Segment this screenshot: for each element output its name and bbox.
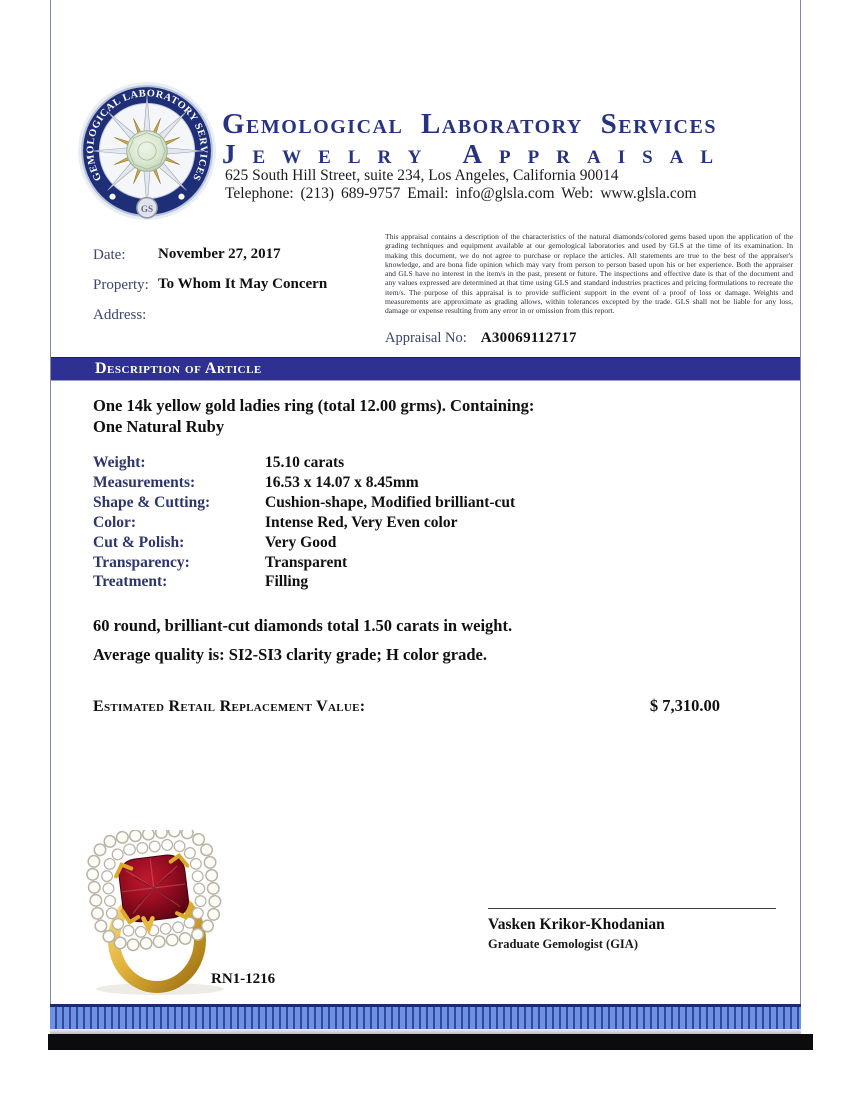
table-row: [93, 513, 783, 533]
attr-label: Transparency:: [93, 553, 190, 571]
table-row: [93, 493, 783, 513]
signature-line: [488, 908, 776, 909]
property-label: Property:: [93, 277, 149, 293]
table-row: [93, 572, 783, 592]
item-description: [93, 396, 773, 437]
item-description-line1: One 14k yellow gold ladies ring (total 12.00 grms). Containing:: [93, 396, 535, 415]
table-row: [93, 453, 783, 473]
attr-value: Intense Red, Very Even color: [265, 513, 458, 531]
logo-dot-right: [178, 194, 184, 200]
attr-value: Cushion-shape, Modified brilliant-cut: [265, 493, 516, 511]
gs-monogram: GS: [140, 203, 154, 214]
attr-value: Transparent: [265, 553, 348, 571]
bottom-stripe-band: [50, 1004, 801, 1029]
table-row: [93, 473, 783, 493]
attr-label: Color:: [93, 513, 137, 531]
attr-label: Cut & Polish:: [93, 533, 185, 551]
table-row: [93, 533, 783, 553]
ring-head: [89, 830, 219, 949]
attr-label: Weight:: [93, 454, 146, 471]
attribute-table: [93, 453, 783, 592]
appraisal-no-label: Appraisal No:: [385, 330, 467, 346]
date-label: Date:: [93, 247, 126, 263]
signer-name: Vasken Krikor-Khodanian: [488, 916, 665, 933]
section-title: Description of Article: [95, 360, 262, 377]
logo-ring-text: GEMOLOGICAL LABORATORY SERVICES: [85, 88, 209, 183]
item-code-label: RN1-1216: [211, 971, 276, 987]
item-description-line2: One Natural Ruby: [93, 416, 225, 436]
diamonds-line2: Average quality is: SI2-SI3 clarity grade; H color grade.: [93, 645, 487, 664]
company-address: 625 South Hill Street, suite 234, Los Angeles, California 90014: [225, 167, 619, 184]
signer-title: Graduate Gemologist (GIA): [488, 937, 638, 951]
document-type-title: Jewelry Appraisal: [222, 139, 731, 169]
valuation-row: [93, 696, 720, 716]
company-contact: Telephone: (213) 689-9757 Email: info@glsla.com Web: www.glsla.com: [225, 185, 697, 202]
appraisal-no-value: A30069112717: [480, 330, 577, 346]
diamonds-line1: 60 round, brilliant-cut diamonds total 1.50 carats in weight.: [93, 616, 513, 635]
attr-label: Treatment:: [93, 573, 168, 591]
description-section-bar: [51, 357, 800, 381]
attr-label: Measurements:: [93, 473, 196, 491]
bottom-black-band: [48, 1034, 813, 1050]
address-label: Address:: [93, 307, 147, 323]
attr-value: Very Good: [265, 533, 337, 551]
attr-value: 16.53 x 14.07 x 8.45mm: [265, 473, 419, 491]
logo-dot-left: [109, 194, 115, 200]
company-name: Gemological Laboratory Services: [222, 108, 717, 140]
page-border-left: [50, 0, 51, 1033]
attr-value: 15.10 carats: [265, 454, 345, 471]
valuation-label: Estimated Retail Replacement Value:: [93, 698, 366, 715]
page-border-right: [800, 0, 801, 1033]
attr-value: Filling: [265, 573, 309, 591]
center-gem-icon: [127, 131, 168, 172]
valuation-amount: $ 7,310.00: [649, 696, 720, 715]
disclaimer-text: This appraisal contains a description of the characteristics of the natural diamonds/colored gems based upon the application of the grading techniques and equipment available at our gemological laboratories and used by GLS at the time of its examination. In making this document, we do not agree to purchase or replace the articles. All statements are true to the best of the appraiser's knowledge, and are bona fide opinion which may vary from person to person based upon his or her experience. Both the appraiser and GLS have no interest in the item/s in the past, present or future. The inspections and effective date is that of the document and any values expressed are determined at that time using GLS and standard industries practices and pricing formulations to recreate the item/s. The purpose of this appraisal is to provide sufficient support in the event of a proof of loss or damage. Weights and measurements are approximate as grading allows, within tolerances excepted by the trade. GLS shall not be liable for any loss, damage or expense resulting from any error in or omission from this report.: [385, 232, 793, 315]
table-row: [93, 553, 783, 573]
diamonds-summary: [93, 611, 773, 669]
gls-logo: [76, 80, 218, 222]
attr-label: Shape & Cutting:: [93, 493, 211, 511]
appraisal-number-row: [385, 330, 577, 347]
date-value: November 27, 2017: [158, 246, 281, 262]
property-value: To Whom It May Concern: [158, 276, 328, 292]
